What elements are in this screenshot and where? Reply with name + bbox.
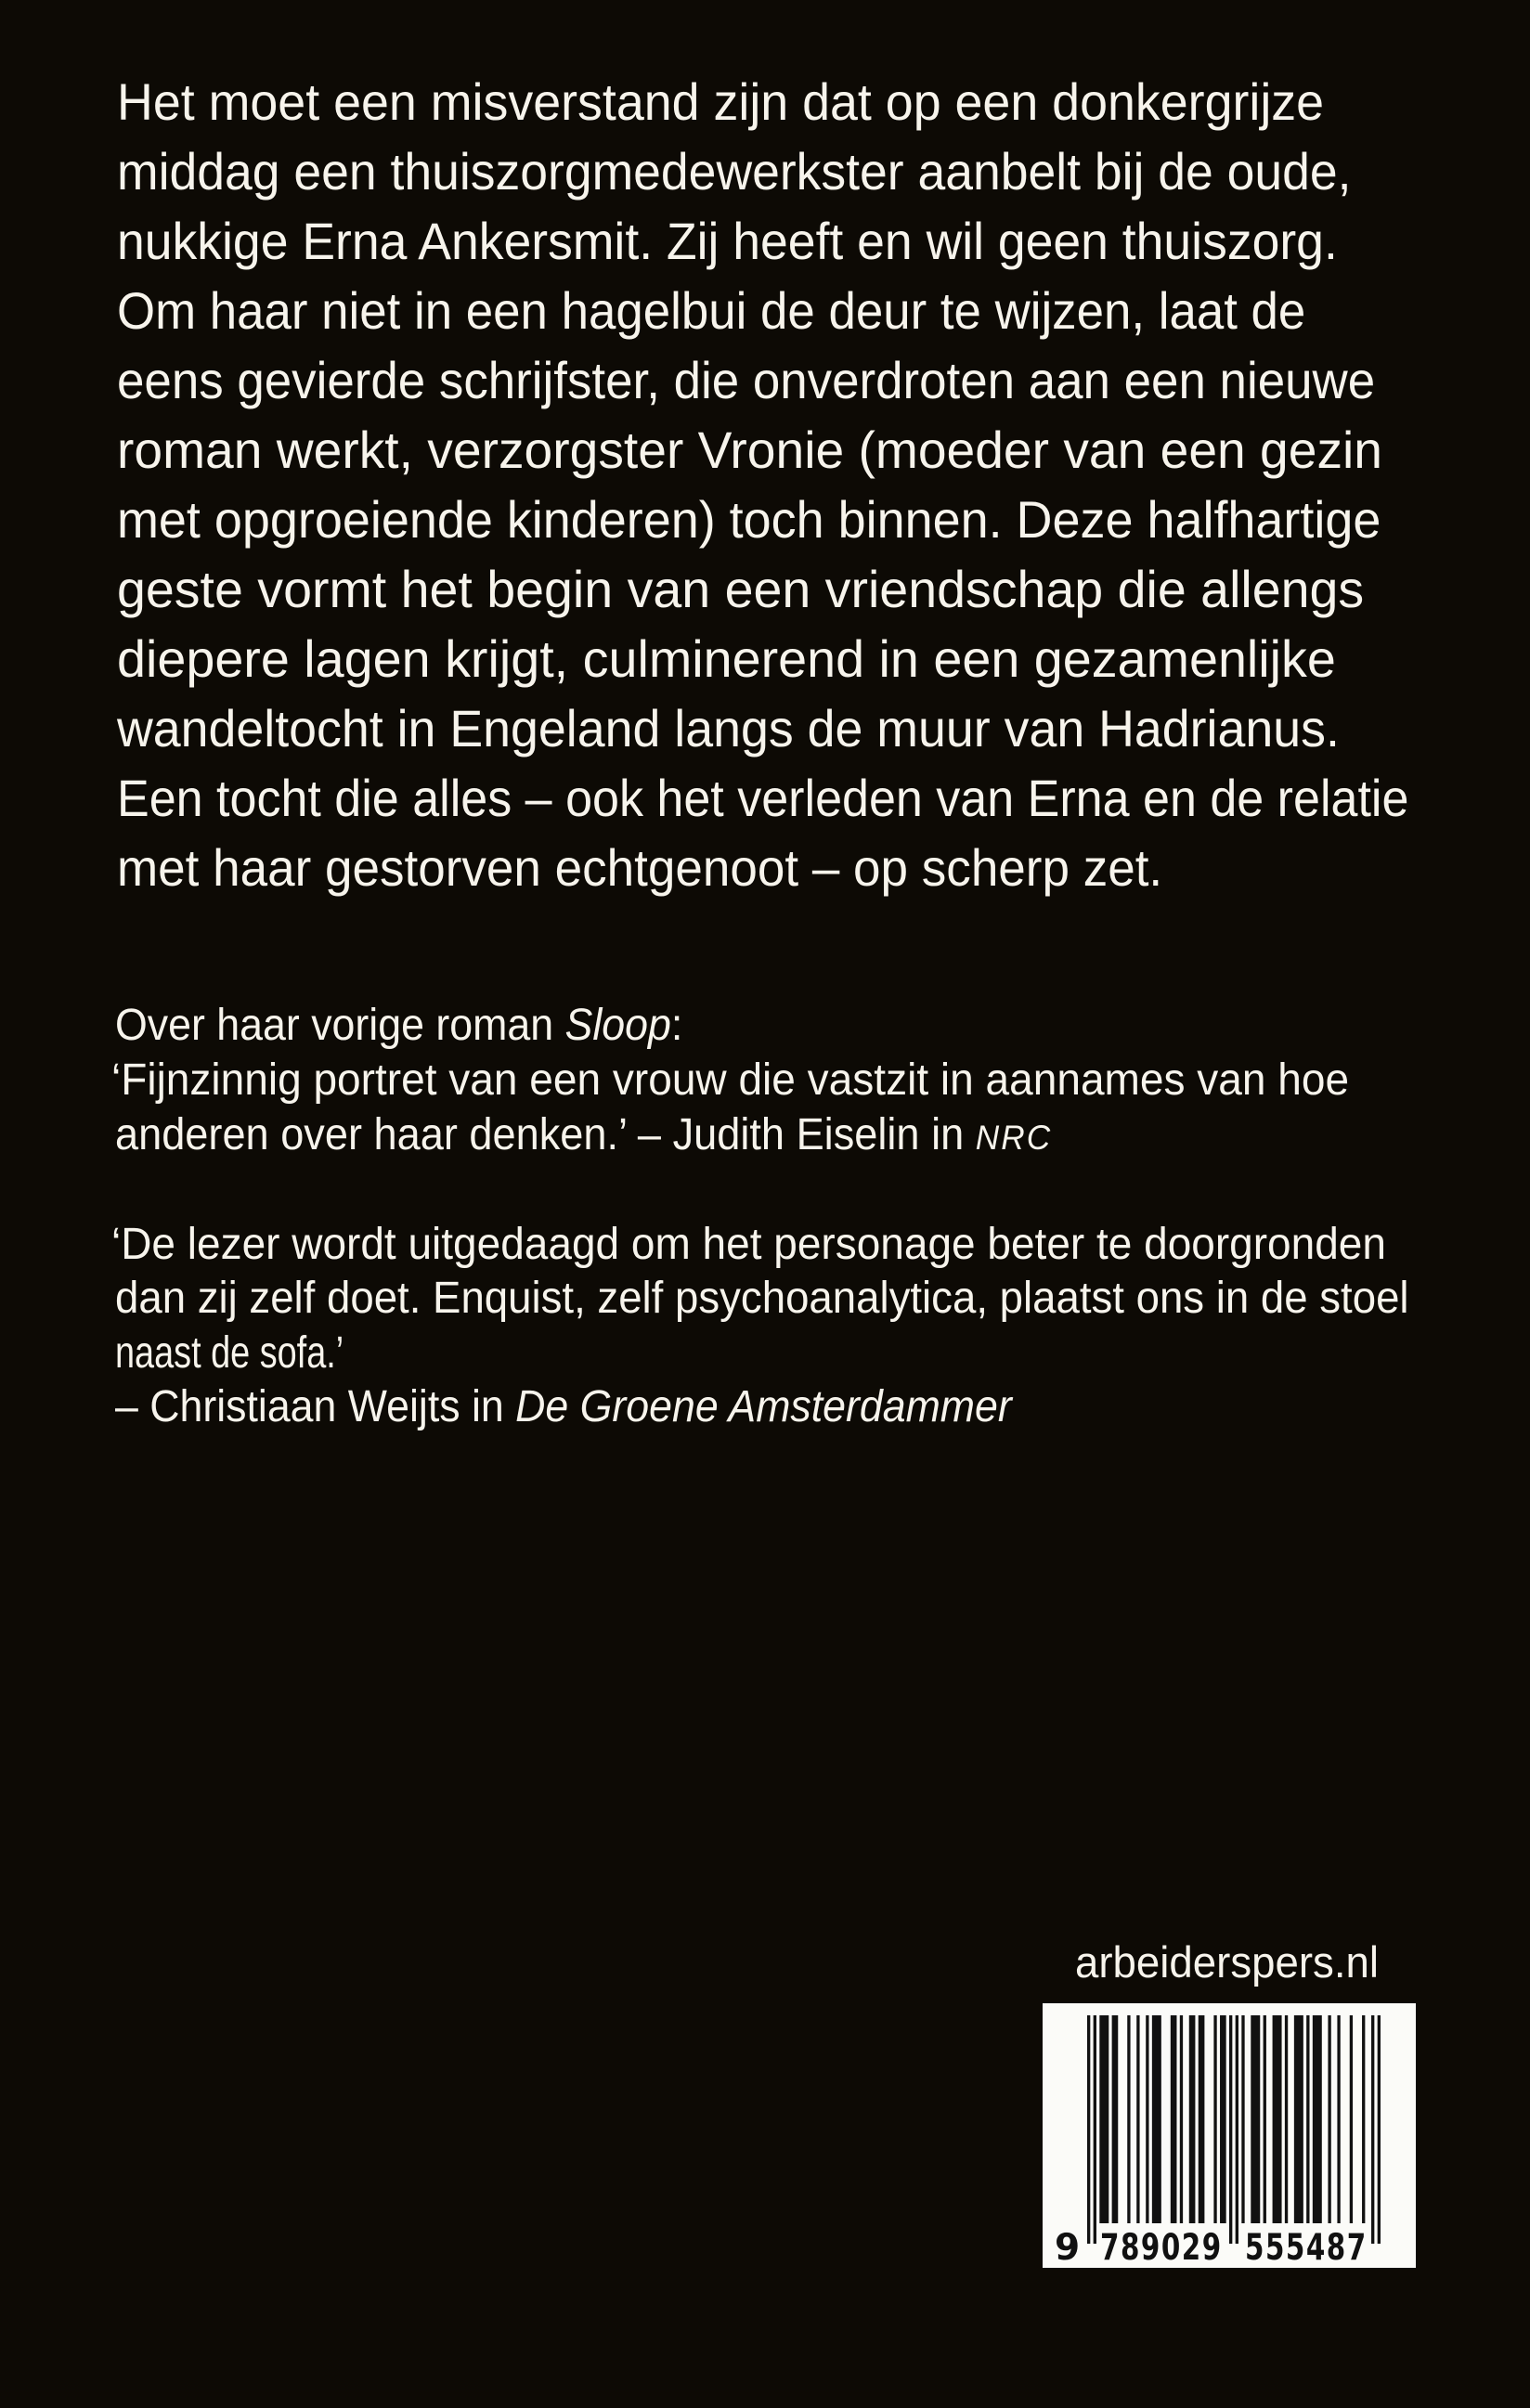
blurb-line: Een tocht die alles – ook het verleden van Erna en de relatie bbox=[117, 769, 1409, 828]
quote2-attribution-text: – Christiaan Weijts in bbox=[115, 1381, 516, 1431]
quote1-line1: ‘Fijnzinnig portret van een vrouw die vastzit in aannames van hoe bbox=[111, 1055, 1350, 1105]
review-intro-text: Over haar vorige roman bbox=[115, 1000, 565, 1050]
blurb-line: eens gevierde schrijfster, die onverdroten aan een nieuwe bbox=[117, 351, 1376, 410]
blurb-line: middag een thuiszorgmedewerkster aanbelt bij de oude, bbox=[117, 142, 1352, 201]
blurb-line: Om haar niet in een hagelbui de deur te wijzen, laat de bbox=[117, 281, 1306, 341]
quote2-attribution bbox=[115, 1381, 1012, 1431]
blurb-line: met opgroeiende kinderen) toch binnen. Deze halfhartige bbox=[117, 490, 1381, 550]
blurb-line: nukkige Erna Ankersmit. Zij heeft en wil geen thuiszorg. bbox=[117, 212, 1338, 271]
blurb-line: diepere lagen krijgt, culminerend in een gezamenlijke bbox=[117, 629, 1336, 689]
isbn-left-group: 789029 bbox=[1099, 2227, 1223, 2269]
quote2-source: De Groene Amsterdammer bbox=[515, 1381, 1012, 1431]
previous-novel-title: Sloop bbox=[564, 1000, 671, 1050]
blurb-line: geste vormt het begin van een vriendschap die allengs bbox=[117, 560, 1365, 619]
isbn-barcode bbox=[1043, 2003, 1416, 2268]
quote1-source: NRC bbox=[975, 1117, 1053, 1157]
review-intro-suffix: : bbox=[670, 1000, 683, 1050]
isbn-first-digit: 9 bbox=[1055, 2227, 1081, 2269]
publisher-website: arbeiderspers.nl bbox=[1075, 1937, 1380, 1987]
quote2-line1: ‘De lezer wordt uitgedaagd om het personage beter te doorgronden bbox=[111, 1219, 1386, 1269]
blurb-line: wandeltocht in Engeland langs de muur van Hadrianus. bbox=[117, 699, 1340, 758]
quote2-line2: dan zij zelf doet. Enquist, zelf psychoanalytica, plaatst ons in de stoel bbox=[115, 1273, 1409, 1323]
quote1-text: anderen over haar denken.’ – Judith Eiselin in bbox=[115, 1109, 976, 1159]
quote1-line2 bbox=[115, 1109, 1053, 1159]
blurb-line: met haar gestorven echtgenoot – op scherp zet. bbox=[117, 838, 1163, 898]
blurb-line: Het moet een misverstand zijn dat op een donkergrijze bbox=[117, 72, 1325, 132]
blurb-line: roman werkt, verzorgster Vronie (moeder van een gezin bbox=[117, 421, 1382, 480]
quote2-line3: naast de sofa.’ bbox=[115, 1327, 344, 1378]
isbn-right-group: 555487 bbox=[1245, 2227, 1368, 2269]
review-intro bbox=[115, 1000, 683, 1050]
